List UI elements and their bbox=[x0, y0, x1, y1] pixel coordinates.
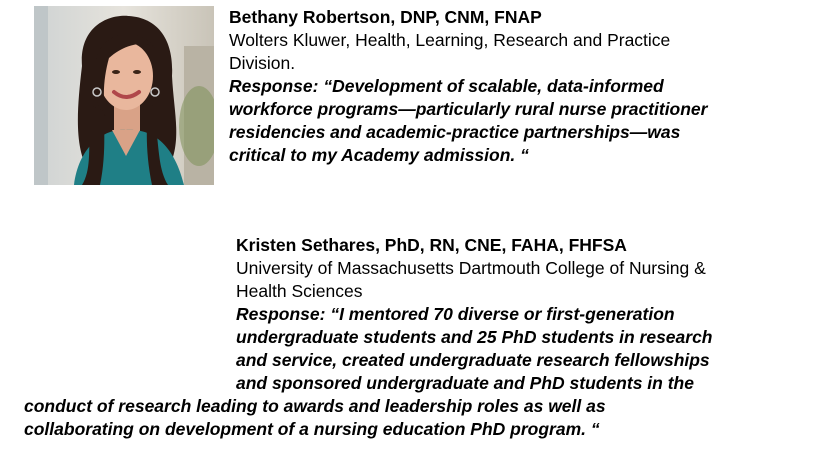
entry-2-response-line-3: and service, created undergraduate research fellowships bbox=[236, 350, 710, 370]
portrait-photo bbox=[34, 6, 214, 185]
entry-2-response-line-5: conduct of research leading to awards and leadership roles as well as bbox=[24, 396, 606, 416]
portrait-illustration bbox=[34, 6, 214, 185]
entry-1-affiliation-line-1: Wolters Kluwer, Health, Learning, Research and Practice bbox=[229, 30, 671, 50]
entry-1-affiliation-line-2: Division. bbox=[229, 53, 296, 73]
entry-1-response-line-2: workforce programs—particularly rural nurse practitioner bbox=[229, 99, 708, 119]
entry-1-response-line-1: Response: “Development of scalable, data-informed bbox=[229, 76, 664, 96]
entry-2-affiliation-line-2: Health Sciences bbox=[236, 281, 363, 301]
entry-2-response-line-4: and sponsored undergraduate and PhD students in the bbox=[236, 373, 694, 393]
entry-2-name: Kristen Sethares, PhD, RN, CNE, FAHA, FHFSA bbox=[236, 235, 627, 255]
entry-1-response-line-3: residencies and academic-practice partnerships—was bbox=[229, 122, 681, 142]
entry-1 bbox=[229, 6, 789, 167]
entry-2-response-line-1: Response: “I mentored 70 diverse or first-generation bbox=[236, 304, 675, 324]
entry-2-response-line-6: collaborating on development of a nursing education PhD program. “ bbox=[24, 419, 600, 439]
entry-1-response-line-4: critical to my Academy admission. “ bbox=[229, 145, 529, 165]
entry-2-response-line-2: undergraduate students and 25 PhD students in research bbox=[236, 327, 713, 347]
entry-1-name: Bethany Robertson, DNP, CNM, FNAP bbox=[229, 7, 542, 27]
entry-2-affiliation-line-1: University of Massachusetts Dartmouth College of Nursing & bbox=[236, 258, 706, 278]
entry-2 bbox=[236, 234, 796, 395]
